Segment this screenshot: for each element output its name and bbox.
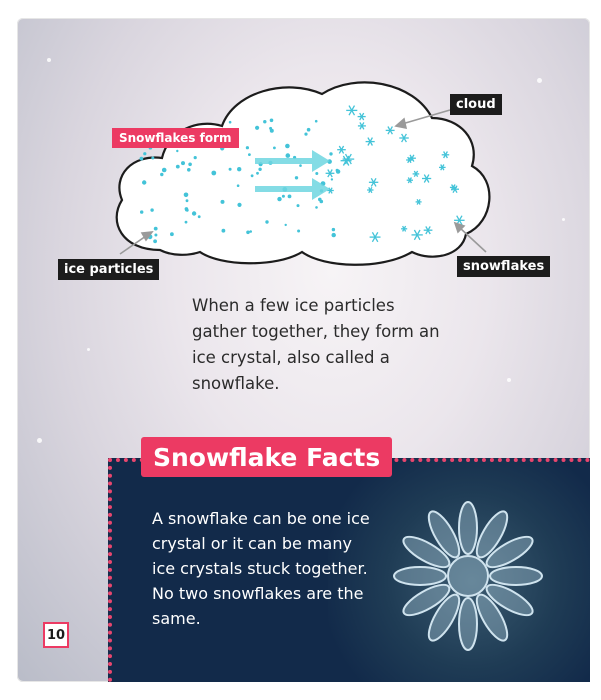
facts-title: Snowflake Facts — [141, 437, 392, 477]
ice-particle-dot — [246, 231, 250, 235]
ice-particle-dot — [151, 157, 154, 160]
ice-particle-dot — [270, 119, 274, 123]
crystal-arm — [459, 502, 477, 554]
ice-particle-dot — [336, 169, 340, 173]
ice-particle-dot — [154, 234, 157, 237]
ice-particle-dot — [140, 210, 143, 213]
ice-particle-dot — [153, 239, 157, 243]
body-paragraph: When a few ice particles gather together, they form an ice crystal, also called a snowflake. — [192, 296, 440, 393]
ice-particle-dot — [192, 211, 196, 215]
ice-particle-dot — [162, 168, 167, 173]
ice-particle-dot — [315, 120, 318, 123]
ice-particle-dot — [295, 176, 298, 179]
ice-particles-label: ice particles — [58, 259, 159, 280]
cloud-shape — [117, 82, 490, 264]
page-number: 10 — [43, 622, 69, 648]
ice-particle-dot — [249, 230, 252, 233]
crystal-arm — [459, 598, 477, 650]
ice-particle-dot — [256, 172, 259, 175]
ice-particle-dot — [258, 168, 261, 171]
ice-particle-dot — [307, 128, 311, 132]
ice-particle-dot — [176, 165, 180, 169]
cloud-label: cloud — [450, 94, 502, 115]
ice-particle-dot — [288, 195, 292, 199]
ice-particle-dot — [320, 200, 324, 204]
ice-particle-dot — [304, 133, 307, 136]
ice-particle-dot — [297, 230, 300, 233]
ice-particle-dot — [285, 224, 287, 226]
ice-particle-dot — [329, 152, 332, 155]
ice-particle-dot — [255, 126, 259, 130]
ice-particle-dot — [222, 229, 226, 233]
ice-particle-dot — [270, 129, 274, 133]
ice-particle-dot — [297, 204, 300, 207]
ice-particle-dot — [248, 153, 251, 156]
ice-particle-dot — [188, 163, 192, 167]
ice-particle-dot — [221, 200, 225, 204]
ice-particle-dot — [265, 220, 268, 223]
ice-particle-dot — [237, 184, 240, 187]
ice-particle-dot — [150, 208, 153, 211]
ice-particle-dot — [140, 157, 144, 161]
snowflake-facts-panel — [108, 458, 590, 682]
ice-particle-dot — [315, 172, 318, 175]
ice-particle-dot — [229, 121, 232, 124]
ice-particle-dot — [285, 144, 290, 149]
ice-particle-dot — [154, 227, 158, 231]
facts-paragraph: A snowflake can be one ice crystal or it can be many ice crystals stuck together. No two snowflakes are the same. — [152, 509, 370, 628]
ice-particle-dot — [160, 173, 163, 176]
crystal-arm — [490, 567, 542, 585]
ice-particle-dot — [286, 153, 291, 158]
ice-particle-dot — [273, 147, 276, 150]
crystal-center — [448, 556, 488, 596]
ice-particle-dot — [185, 221, 188, 224]
ice-particle-dot — [211, 171, 216, 176]
snowflakes-form-label: Snowflakes form — [112, 128, 239, 148]
ice-particle-dot — [176, 150, 178, 152]
ice-particle-dot — [331, 178, 333, 180]
ice-particle-dot — [332, 228, 335, 231]
ice-particle-dot — [184, 193, 189, 198]
crystal-arm — [394, 567, 446, 585]
ice-particle-dot — [332, 233, 336, 237]
snowflakes-label: snowflakes — [457, 256, 550, 277]
ice-particle-dot — [277, 197, 281, 201]
ice-particle-dot — [282, 195, 285, 198]
ice-particle-dot — [185, 207, 189, 211]
ice-particle-dot — [299, 164, 302, 167]
ice-particle-dot — [194, 156, 197, 159]
ice-particle-dot — [263, 120, 266, 123]
ice-particle-dot — [198, 215, 201, 218]
ice-particle-dot — [229, 168, 232, 171]
ice-particle-dot — [142, 180, 146, 184]
ice-particle-dot — [246, 146, 249, 149]
ice-particle-dot — [237, 167, 241, 171]
ice-particle-dot — [181, 161, 185, 165]
ice-particle-dot — [315, 206, 318, 209]
ice-particle-dot — [170, 232, 174, 236]
ice-particle-dot — [187, 168, 191, 172]
ice-particle-dot — [143, 152, 146, 155]
ice-particle-dot — [251, 174, 254, 177]
ice-particle-dot — [186, 199, 189, 202]
ice-particle-dot — [237, 203, 241, 207]
